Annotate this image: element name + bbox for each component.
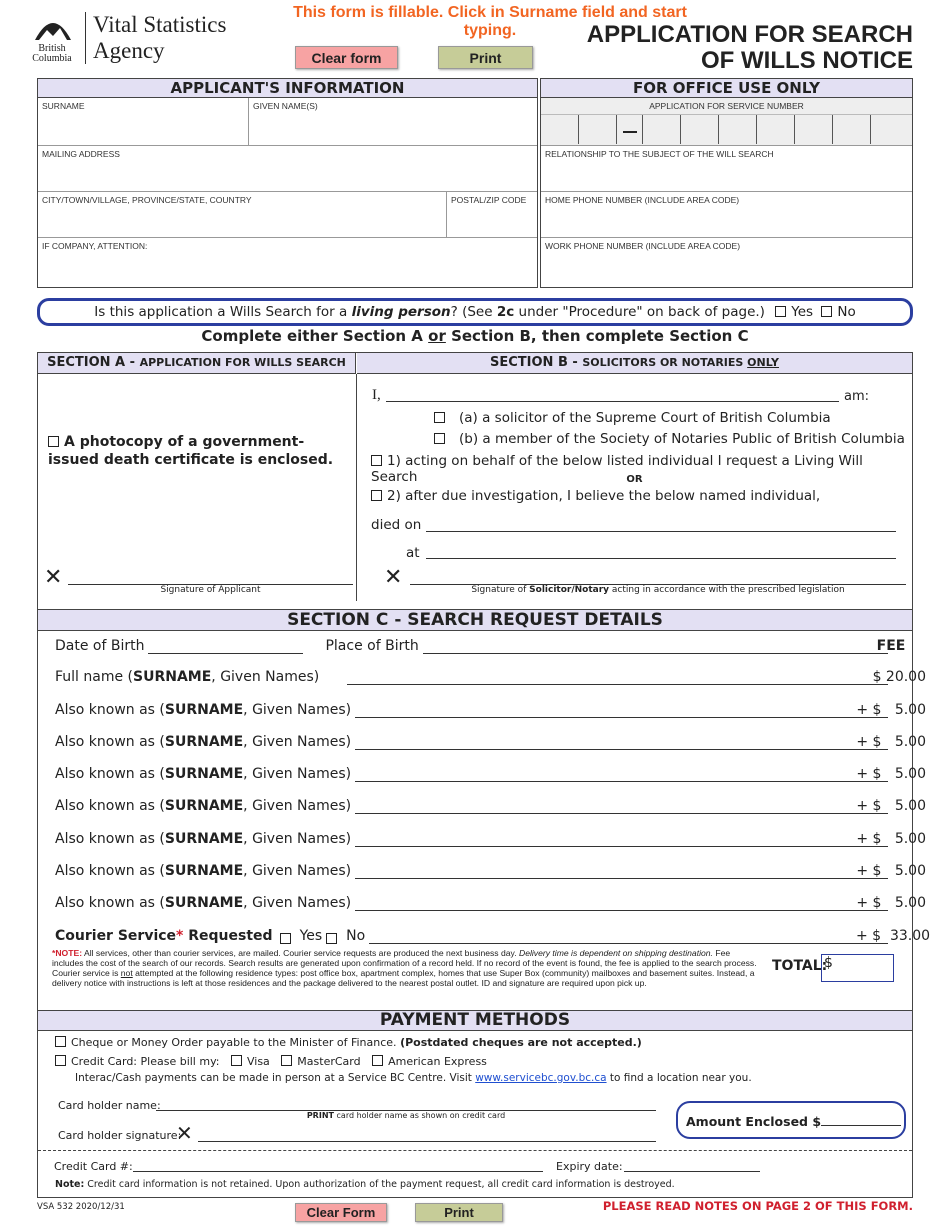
aka-name-field[interactable] bbox=[355, 770, 888, 782]
expiry-field[interactable] bbox=[624, 1171, 760, 1172]
section-heading: APPLICANT'S INFORMATION bbox=[38, 79, 537, 98]
expiry-label: Expiry date: bbox=[556, 1160, 623, 1173]
solicitor-type-options: (a) a solicitor of the Supreme Court of British Columbia (b) a member of the Society of Notaries Public of British Columbia bbox=[434, 408, 905, 450]
servicebc-link[interactable]: www.servicebc.gov.bc.ca bbox=[475, 1072, 607, 1084]
amex-checkbox[interactable] bbox=[372, 1055, 383, 1066]
total-label: TOTAL: bbox=[772, 958, 828, 974]
courier-row: Courier Service* Requested Yes No + $ 33.00 bbox=[55, 928, 931, 944]
mastercard-checkbox[interactable] bbox=[281, 1055, 292, 1066]
city-field[interactable]: CITY/TOWN/VILLAGE, PROVINCE/STATE, COUNTRY bbox=[38, 192, 447, 237]
aka-row: Also known as (SURNAME, Given Names) + $ 5.00 bbox=[55, 734, 926, 750]
relationship-field[interactable]: RELATIONSHIP TO THE SUBJECT OF THE WILL SEARCH bbox=[541, 146, 912, 192]
cheque-option: Cheque or Money Order payable to the Minister of Finance. (Postdated cheques are not accepted.) bbox=[55, 1036, 642, 1049]
form-code: VSA 532 2020/12/31 bbox=[37, 1202, 125, 1212]
notary-checkbox[interactable] bbox=[434, 433, 445, 444]
clear-form-button[interactable]: Clear form bbox=[295, 46, 398, 69]
option-living-search: 1) acting on behalf of the below listed individual I request a Living Will Search bbox=[371, 453, 863, 485]
print-note: PRINT card holder name as shown on credit card bbox=[306, 1111, 506, 1120]
bc-logo bbox=[25, 10, 265, 68]
amount-enclosed-field[interactable]: Amount Enclosed $ bbox=[676, 1101, 906, 1139]
solicitor-name-field[interactable] bbox=[386, 401, 839, 402]
sun-mountain-icon bbox=[33, 10, 73, 42]
death-place-field[interactable] bbox=[426, 558, 896, 559]
signature-x-icon: ✕ bbox=[44, 565, 63, 590]
died-on-label: died on bbox=[371, 517, 422, 533]
section-a-heading: SECTION A - APPLICATION FOR WILLS SEARCH bbox=[38, 353, 356, 374]
living-no-checkbox[interactable] bbox=[821, 306, 832, 317]
pob-field[interactable] bbox=[423, 642, 888, 654]
aka-row: Also known as (SURNAME, Given Names) + $ 5.00 bbox=[55, 895, 926, 911]
given-names-field[interactable]: GIVEN NAME(S) bbox=[253, 101, 318, 111]
section-b-heading: SECTION B - SOLICITORS OR NOTARIES ONLY bbox=[357, 353, 912, 374]
visa-checkbox[interactable] bbox=[231, 1055, 242, 1066]
full-name-row: Full name (SURNAME, Given Names) $ 20.00 bbox=[55, 669, 926, 685]
aka-name-field[interactable] bbox=[355, 706, 888, 718]
aka-name-field[interactable] bbox=[355, 738, 888, 750]
solicitor-signature-field[interactable]: Signature of Solicitor/Notary acting in accordance with the prescribed legislation bbox=[410, 584, 906, 595]
courier-yes-checkbox[interactable] bbox=[280, 933, 291, 944]
aka-row: Also known as (SURNAME, Given Names) + $ 5.00 bbox=[55, 798, 926, 814]
death-certificate-option: A photocopy of a government-issued death certificate is enclosed. bbox=[48, 434, 334, 468]
option-deceased: 2) after due investigation, I believe the below named individual, bbox=[371, 488, 820, 504]
courier-note: *NOTE: All services, other than courier services, are mailed. Courier service requests are produced the next business day. Delivery time is dependent on shipping destination. Fee includes the cost of the search of our records. Search results are generated upon confirmation of a record held. If no record of the event is found, the fee is applied to the search process. Courier service is not attempted at the following residence types: post office box, apartment complex, homes that use Super Box (community) mailboxes and basement suites. Instead, a delivery notice with instructions is left at those residences and the package delivered to the nearest postal outlet. ID and signature are required upon pick up. bbox=[52, 948, 757, 988]
print-button[interactable]: Print bbox=[438, 46, 533, 69]
payment-section bbox=[37, 1010, 913, 1198]
courier-no-checkbox[interactable] bbox=[326, 933, 337, 944]
section-heading: PAYMENT METHODS bbox=[38, 1011, 912, 1031]
at-label: at bbox=[406, 545, 420, 561]
birth-row: Date of Birth Place of Birth FEE bbox=[55, 638, 906, 654]
aka-name-field[interactable] bbox=[355, 899, 888, 911]
aka-row: Also known as (SURNAME, Given Names) + $ 5.00 bbox=[55, 831, 926, 847]
card-holder-signature-label: Card holder signature: bbox=[58, 1129, 182, 1142]
full-name-field[interactable] bbox=[347, 673, 888, 685]
or-label: OR bbox=[626, 474, 643, 485]
section-heading: FOR OFFICE USE ONLY bbox=[541, 79, 912, 98]
app-number-label: APPLICATION FOR SERVICE NUMBER bbox=[649, 101, 804, 111]
label-am: am: bbox=[844, 389, 870, 404]
dob-field[interactable] bbox=[148, 653, 303, 654]
credit-card-checkbox[interactable] bbox=[55, 1055, 66, 1066]
section-heading: SECTION C - SEARCH REQUEST DETAILS bbox=[37, 609, 913, 631]
logo-text: British bbox=[38, 43, 66, 54]
office-use-section bbox=[540, 78, 913, 288]
signature-x-icon: ✕ bbox=[384, 565, 403, 590]
died-on-field[interactable] bbox=[426, 531, 896, 532]
signature-x-icon: ✕ bbox=[176, 1121, 193, 1145]
agency-name: Vital Statistics bbox=[93, 12, 227, 37]
aka-name-field[interactable] bbox=[355, 835, 888, 847]
work-phone-field[interactable]: WORK PHONE NUMBER (INCLUDE AREA CODE) bbox=[545, 241, 741, 251]
living-search-checkbox[interactable] bbox=[371, 455, 382, 466]
cheque-checkbox[interactable] bbox=[55, 1036, 66, 1047]
credit-card-number-field[interactable] bbox=[133, 1171, 543, 1172]
section-ab bbox=[37, 352, 913, 600]
app-number-grid bbox=[541, 114, 912, 144]
interac-info: Interac/Cash payments can be made in person at a Service BC Centre. Visit www.servicebc.gov.bc.ca to find a location near you. bbox=[75, 1072, 752, 1084]
fillable-notice: This form is fillable. Click in Surname field and start typing. bbox=[293, 4, 687, 39]
label-i: I, bbox=[372, 387, 381, 403]
courier-address-field[interactable] bbox=[369, 932, 888, 944]
credit-card-number-label: Credit Card #: bbox=[54, 1160, 133, 1173]
total-field[interactable]: $ bbox=[821, 954, 894, 982]
postal-code-field[interactable]: POSTAL/ZIP CODE bbox=[451, 195, 527, 205]
company-attention-field[interactable]: IF COMPANY, ATTENTION: bbox=[42, 241, 148, 251]
agency-name: Agency bbox=[93, 38, 165, 63]
aka-row: Also known as (SURNAME, Given Names) + $ 5.00 bbox=[55, 702, 926, 718]
aka-name-field[interactable] bbox=[355, 802, 888, 814]
print-button-footer[interactable]: Print bbox=[415, 1203, 503, 1222]
living-yes-checkbox[interactable] bbox=[775, 306, 786, 317]
aka-row: Also known as (SURNAME, Given Names) + $ 5.00 bbox=[55, 863, 926, 879]
page-2-notice: PLEASE READ NOTES ON PAGE 2 OF THIS FORM. bbox=[602, 1199, 913, 1213]
solicitor-checkbox[interactable] bbox=[434, 412, 445, 423]
deceased-checkbox[interactable] bbox=[371, 490, 382, 501]
clear-form-button-footer[interactable]: Clear Form bbox=[295, 1203, 387, 1222]
credit-card-note: Note: Credit card information is not retained. Upon authorization of the payment request, all credit card information is destroyed. bbox=[55, 1179, 675, 1190]
card-holder-name-label: Card holder name: bbox=[58, 1099, 161, 1112]
section-instruction: Complete either Section A or Section B, then complete Section C bbox=[201, 327, 749, 345]
logo-text: Columbia bbox=[32, 53, 72, 64]
living-person-question: Is this application a Wills Search for a living person? (See 2c under "Procedure" on back of page.) Yes No bbox=[37, 298, 913, 326]
page-title: APPLICATION FOR SEARCH OF WILLS NOTICE bbox=[586, 21, 913, 74]
credit-card-option: Credit Card: Please bill my: Visa MasterCard American Express bbox=[55, 1055, 487, 1068]
aka-row: Also known as (SURNAME, Given Names) + $ 5.00 bbox=[55, 766, 926, 782]
card-holder-signature-field[interactable] bbox=[198, 1141, 656, 1142]
surname-field[interactable]: SURNAME bbox=[38, 98, 249, 145]
home-phone-field[interactable]: HOME PHONE NUMBER (INCLUDE AREA CODE) bbox=[541, 192, 912, 238]
death-certificate-checkbox[interactable] bbox=[48, 436, 59, 447]
aka-name-field[interactable] bbox=[355, 867, 888, 879]
mailing-address-field[interactable]: MAILING ADDRESS bbox=[38, 146, 537, 192]
applicant-info-section bbox=[37, 78, 538, 288]
applicant-signature-field[interactable]: Signature of Applicant bbox=[68, 584, 353, 595]
